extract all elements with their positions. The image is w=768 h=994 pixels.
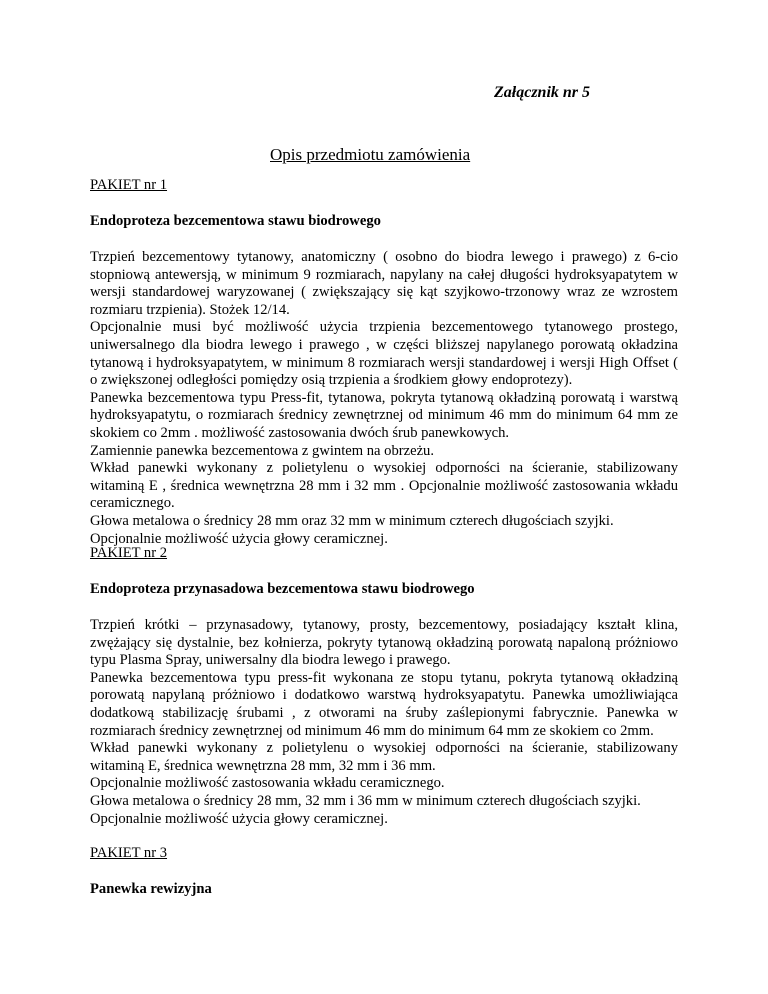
package-2-paragraph: Wkład panewki wykonany z polietylenu o wysokiej odporności na ścieranie, stabilizowany witaminą E, średnica wewnętrzna 28 mm, 32 mm i 36 mm. <box>90 740 678 774</box>
package-2-description <box>90 617 678 828</box>
package-2-paragraph: Głowa metalowa o średnicy 28 mm, 32 mm i 36 mm w minimum czterech długościach szyjki. <box>90 792 641 809</box>
package-1-paragraph: Zamiennie panewka bezcementowa z gwintem na obrzeżu. <box>90 442 435 459</box>
package-1-paragraph: Opcjonalnie musi być możliwość użycia trzpienia bezcementowego tytanowego prostego, uniwersalnego dla biodra lewego i prawego , w części bliższej napylanego porowatą okładzina tytanową i hydroksyapatytem, w minimum 8 rozmiarach wersji standardowej i wersji High Offset ( o zwiększonej odległości pomiędzy osią trzpienia a środkiem głowy endoprotezy). <box>90 319 678 389</box>
annex-label: Załącznik nr 5 <box>494 84 591 101</box>
package-1-label: PAKIET nr 1 <box>90 177 168 193</box>
package-2-paragraph: Opcjonalnie możliwość użycia głowy ceramicznej. <box>90 810 388 827</box>
package-1-description <box>90 249 678 548</box>
package-1-paragraph: Trzpień bezcementowy tytanowy, anatomiczny ( osobno do biodra lewego i prawego) z 6-cio stopniową antewersją, w minimum 9 rozmiarach, napylany na całej długości hydroksyapatytem w wersji standardowej waryzowanej ( zwiększający się kąt szyjkowo-trzonowy wraz ze wzrostem rozmiaru trzpienia). Stożek 12/14. <box>90 249 678 318</box>
package-1-paragraph: Opcjonalnie możliwość użycia głowy ceramicznej. <box>90 530 388 547</box>
package-2-heading: Endoproteza przynasadowa bezcementowa stawu biodrowego <box>90 581 475 597</box>
page-title: Opis przedmiotu zamówienia <box>270 145 471 164</box>
package-2-label: PAKIET nr 2 <box>90 545 168 561</box>
package-3-heading: Panewka rewizyjna <box>90 881 212 897</box>
package-2-paragraph: Trzpień krótki – przynasadowy, tytanowy, prosty, bezcementowy, posiadający kształt klina, zwężający się dystalnie, bez kołnierza, pokryty tytanową okładziną porowatą napaloną próżniowo typu Plasma Spray, uniwersalny dla biodra lewego i prawego. <box>90 617 678 669</box>
package-2-paragraph: Opcjonalnie możliwość zastosowania wkładu ceramicznego. <box>90 775 445 792</box>
package-1-paragraph: Panewka bezcementowa typu Press-fit, tytanowa, pokryta tytanową okładziną porowatą i warstwą hydroksyapatytu, o rozmiarach średnicy zewnętrznej od minimum 46 mm do minimum 64 mm ze skokiem co 2mm . możliwość zastosowania dwóch śrub panewkowych. <box>90 389 678 441</box>
package-1-heading: Endoproteza bezcementowa stawu biodrowego <box>90 213 381 229</box>
package-3-label: PAKIET nr 3 <box>90 845 168 861</box>
package-1-paragraph: Wkład panewki wykonany z polietylenu o wysokiej odporności na ścieranie, stabilizowany witaminą E , średnica wewnętrzna 28 mm i 32 mm . Opcjonalnie możliwość zastosowania wkładu ceramicznego. <box>90 460 678 512</box>
package-2-paragraph: Panewka bezcementowa typu press-fit wykonana ze stopu tytanu, pokryta tytanową okładziną porowatą napylaną próżniowo i dodatkowo warstwą hydroksyapatytu. Panewka umożliwiająca dodatkową stabilizację śrubami , z otworami na śruby zaślepionymi fabrycznie. Panewka w rozmiarach średnicy zewnętrznej od minimum 46 mm do minimum 64 mm ze skokiem co 2mm. <box>90 669 678 739</box>
package-1-paragraph: Głowa metalowa o średnicy 28 mm oraz 32 mm w minimum czterech długościach szyjki. <box>90 512 614 529</box>
